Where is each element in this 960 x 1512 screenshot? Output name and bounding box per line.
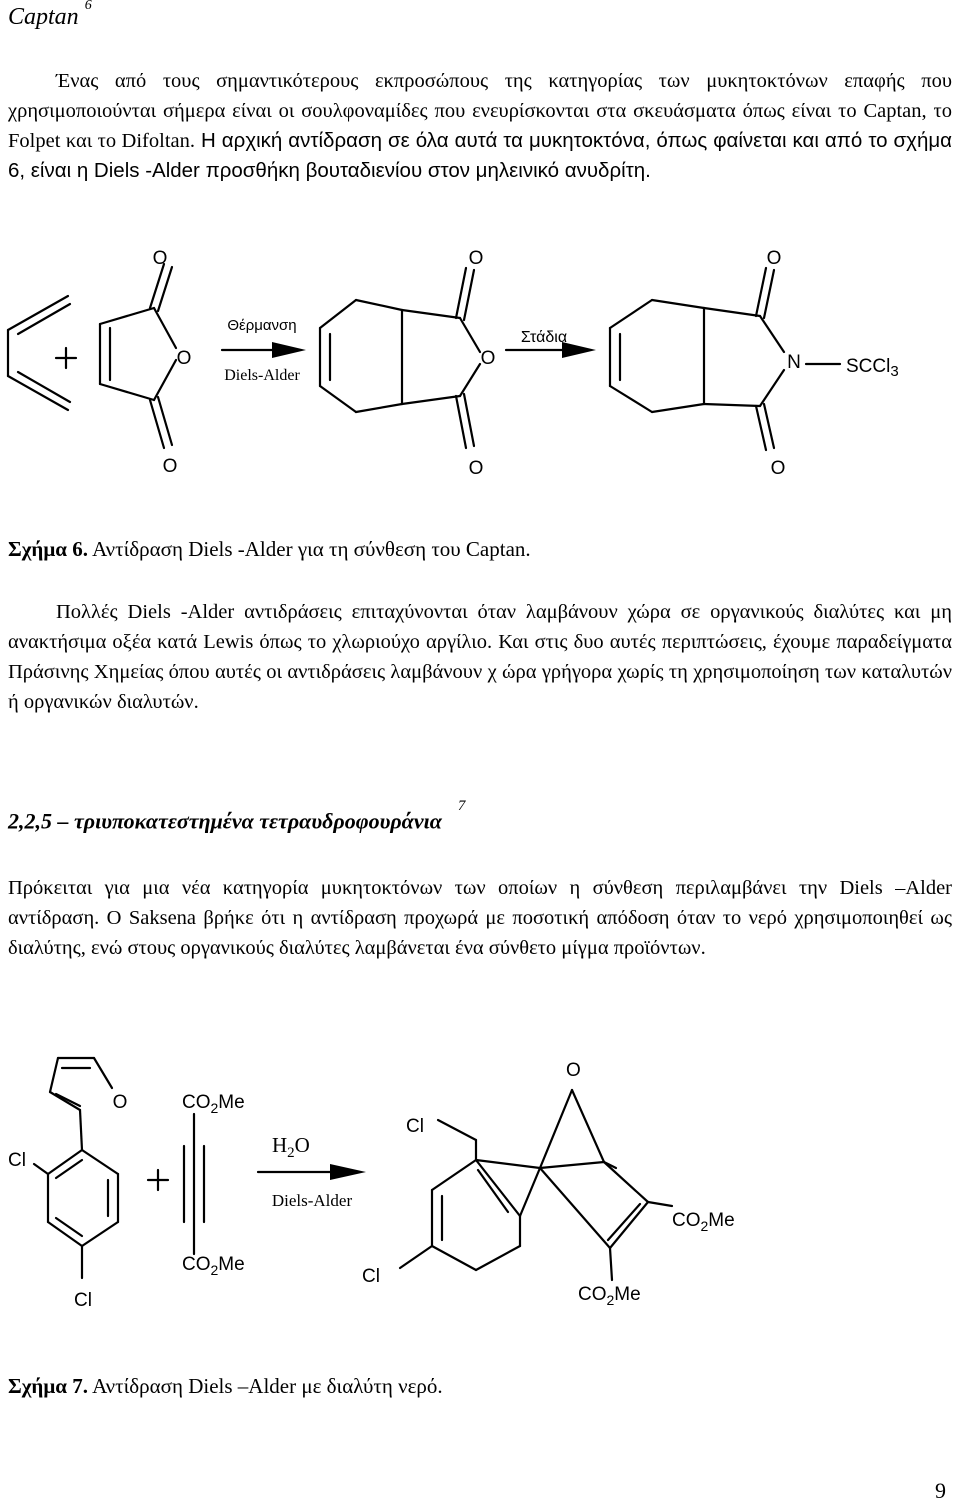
ester-bottom — [182, 1254, 245, 1278]
figure-6-caption — [8, 537, 531, 562]
maleic-anhydride-structure — [100, 264, 176, 448]
solvent-h: H — [272, 1133, 288, 1157]
oxanorbornadiene-product — [400, 1090, 672, 1280]
dimethyl-acetylenedicarboxylate — [184, 1114, 204, 1254]
paragraph-3 — [8, 873, 952, 963]
arrow-1-label-top: Θέρμανση — [227, 317, 297, 334]
ester-right — [672, 1210, 735, 1234]
figure-7-label: Σχήμα 7. — [8, 1374, 88, 1398]
ester-co: CO — [672, 1210, 701, 1231]
arrow-2-label-top: Στάδια — [520, 329, 568, 346]
ester-subscript: 2 — [606, 1292, 615, 1308]
atom-cl: Cl — [8, 1150, 26, 1171]
figure-6-label: Σχήμα 6. — [8, 537, 88, 561]
atom-o: O — [468, 248, 484, 269]
arrow-head — [330, 1164, 366, 1180]
solvent-o: O — [294, 1133, 310, 1157]
furan-ring — [50, 1058, 112, 1150]
ester-co: CO — [182, 1254, 211, 1275]
atom-o: O — [162, 456, 178, 477]
figure-7-text: Αντίδραση Diels –Alder με διαλύτη νερό. — [87, 1374, 443, 1398]
arrow-1-head — [272, 342, 306, 358]
arrow-1-label-bottom: Diels-Alder — [224, 367, 300, 384]
title-reference: 6 — [84, 0, 92, 13]
atom-n: N — [787, 352, 801, 373]
substituent-subscript: 3 — [890, 363, 899, 380]
intro-paragraph — [8, 66, 952, 186]
atom-o: O — [112, 1092, 128, 1113]
substituent-main: SCCl — [846, 356, 891, 377]
atom-o: O — [468, 458, 484, 479]
intro-text-b: Η αρχική αντίδραση σε όλα αυτά τα μυκητοκτόνα, όπως φαίνεται και από το σχήμα 6, είναι η Diels -Alder προσθήκη βουταδιενίου στον μηλεινικό ανυδρίτη. — [8, 129, 953, 182]
figure-6-text: Αντίδραση Diels -Alder για τη σύνθεση του Captan. — [87, 537, 531, 561]
section-reference: 7 — [457, 798, 466, 814]
solvent-subscript: 2 — [287, 1145, 295, 1161]
atom-o: O — [152, 248, 168, 269]
section-heading — [8, 798, 466, 834]
atom-cl: Cl — [362, 1266, 380, 1287]
scheme-6-diagram — [0, 236, 960, 532]
arrow-2-head — [562, 342, 596, 358]
ester-subscript: 2 — [700, 1218, 709, 1234]
atom-cl: Cl — [406, 1116, 424, 1137]
figure-7-caption — [8, 1374, 443, 1399]
ester-top — [182, 1092, 245, 1116]
paragraph-3-text: Πρόκειται για μια νέα κατηγορία μυκητοκτόνων των οποίων η σύνθεση περιλαμβάνει την Diels –Alder αντίδραση. Ο Saksena βρήκε ότι η αντίδραση προχωρά με ποσοτική απόδοση όταν το νερό χρησιμοποιηθεί ως διαλύτης, ενώ στους οργανικούς διαλύτες λαμβάνεται ένα σύνθετο μίγμα προϊόντων. — [8, 877, 952, 959]
atom-o: O — [480, 348, 496, 369]
page-title — [8, 0, 92, 31]
section-title: 2,2,5 – τριυποκατεστημένα τετραυδροφουράνια — [8, 808, 442, 834]
intro-text-a: Ένας από τους σημαντικότερους εκπροσώπους της κατηγορίας των μυκητοκτόνων επαφής που χρησιμοποιούνται σήμερα είναι οι σουλφοναμίδες που ενευρίσκονται στα σκευάσματα όπως είναι το Captan, το Folpet και το Difoltan. — [8, 70, 952, 152]
ester-co: CO — [578, 1284, 607, 1305]
paragraph-2-text: Πολλές Diels -Alder αντιδράσεις επιταχύνονται όταν λαμβάνουν χώρα σε οργανικούς διαλύτες και μη ανακτήσιμα οξέα κατά Lewis όπως το χλωριούχο αργίλιο. Και στις δυο αυτές περιπτώσεις, έχουμε παραδείγματα Πράσινης Χημείας όπου αυτές οι αντιδράσεις λαμβάνουν χ ώρα γρήγορα χωρίς τη χρησιμοποίηση των καταλυτών ή οργανικών διαλυτών. — [8, 601, 952, 713]
substituent-sccl3 — [846, 356, 899, 380]
ester-me: Me — [218, 1092, 245, 1113]
atom-cl: Cl — [74, 1290, 92, 1311]
atom-o: O — [770, 458, 786, 479]
title-text: Captan — [8, 4, 79, 30]
paragraph-2 — [8, 597, 952, 717]
ester-me: Me — [218, 1254, 245, 1275]
atom-o: O — [566, 1060, 581, 1081]
scheme-7-diagram — [0, 1050, 960, 1370]
solvent-label — [272, 1133, 310, 1161]
page-number: 9 — [935, 1478, 946, 1503]
ester-subscript: 2 — [210, 1262, 219, 1278]
chlorobenzene-ring — [34, 1150, 118, 1278]
captan-structure — [610, 268, 840, 450]
atom-o: O — [766, 248, 782, 269]
atom-o: O — [176, 348, 192, 369]
ester-me: Me — [614, 1284, 641, 1305]
arrow-label-bottom: Diels-Alder — [271, 1191, 353, 1210]
ester-co: CO — [182, 1092, 211, 1113]
butadiene-structure — [8, 296, 70, 410]
tetrahydrophthalic-anhydride-structure — [320, 268, 480, 448]
ester-bottom-right — [578, 1284, 641, 1308]
ester-subscript: 2 — [210, 1100, 219, 1116]
ester-me: Me — [708, 1210, 735, 1231]
